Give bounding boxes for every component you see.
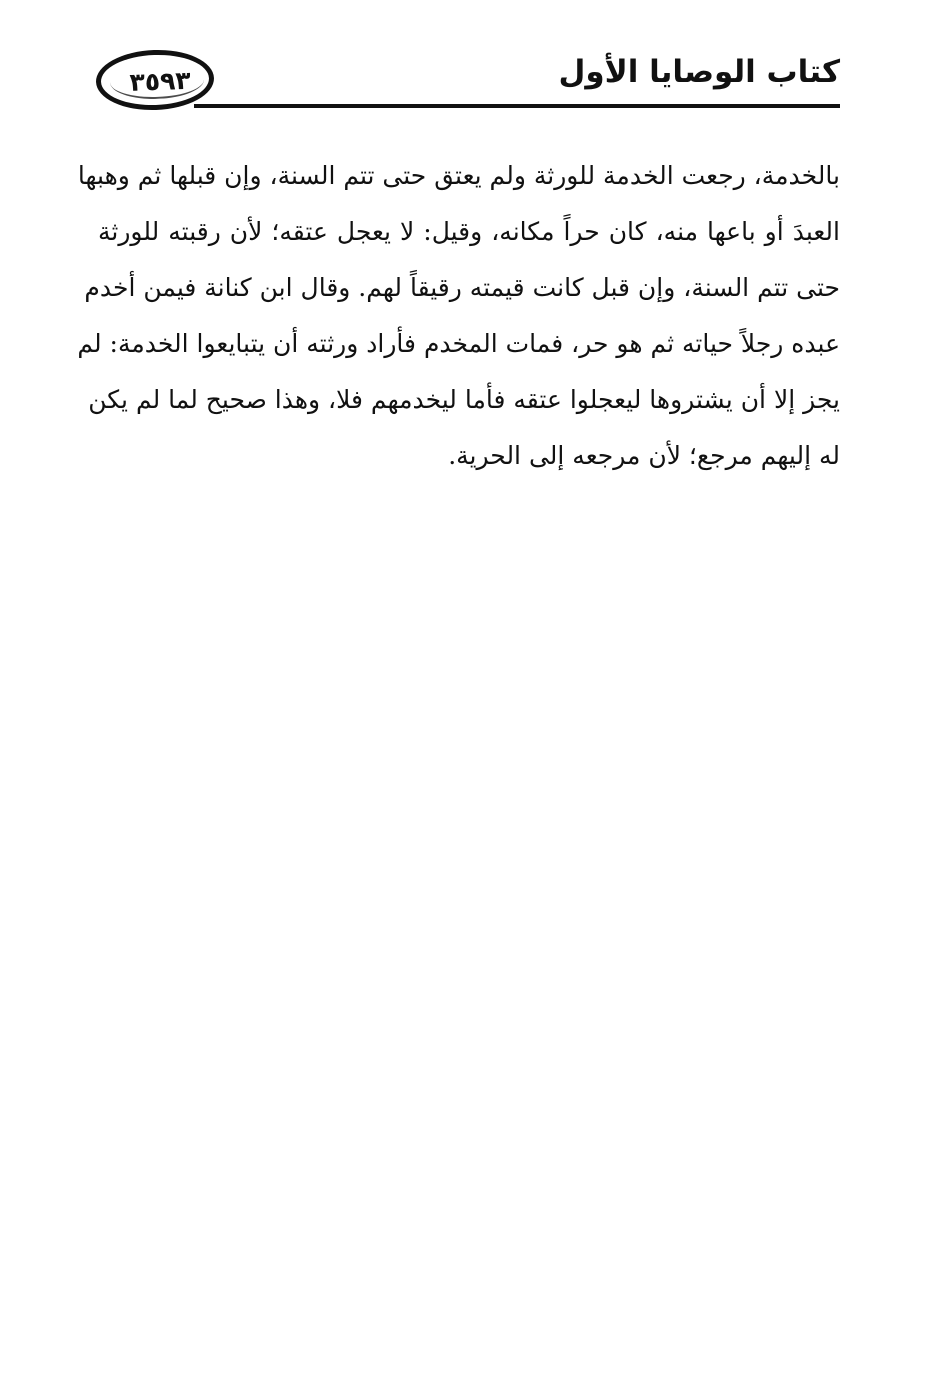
text-line: عبده رجلاً حياته ثم هو حر، فمات المخدم فأراد ورثته أن يتبايعوا الخدمة: لم	[77, 329, 840, 358]
text-line: يجز إلا أن يشتروها ليعجلوا عتقه فأما ليخدمهم فلا، وهذا صحيح لما لم يكن	[88, 385, 840, 414]
text-line: بالخدمة، رجعت الخدمة للورثة ولم يعتق حتى تتم السنة، وإن قبلها ثم وهبها	[77, 161, 840, 190]
text-line: حتى تتم السنة، وإن قبل كانت قيمته رقيقاً لهم. وقال ابن كنانة فيمن أخدم	[84, 273, 840, 302]
page-number: ٣٥٩٣	[129, 65, 192, 97]
header-rule	[194, 104, 840, 108]
body-text	[77, 148, 840, 484]
text-line: العبدَ أو باعها منه، كان حراً مكانه، وقيل: لا يعجل عتقه؛ لأن رقبته للورثة	[98, 217, 840, 246]
text-line: له إليهم مرجع؛ لأن مرجعه إلى الحرية.	[448, 441, 840, 470]
page-header	[96, 46, 840, 124]
page-number-badge	[95, 48, 215, 112]
book-title: كتاب الوصايا الأول	[558, 54, 840, 90]
